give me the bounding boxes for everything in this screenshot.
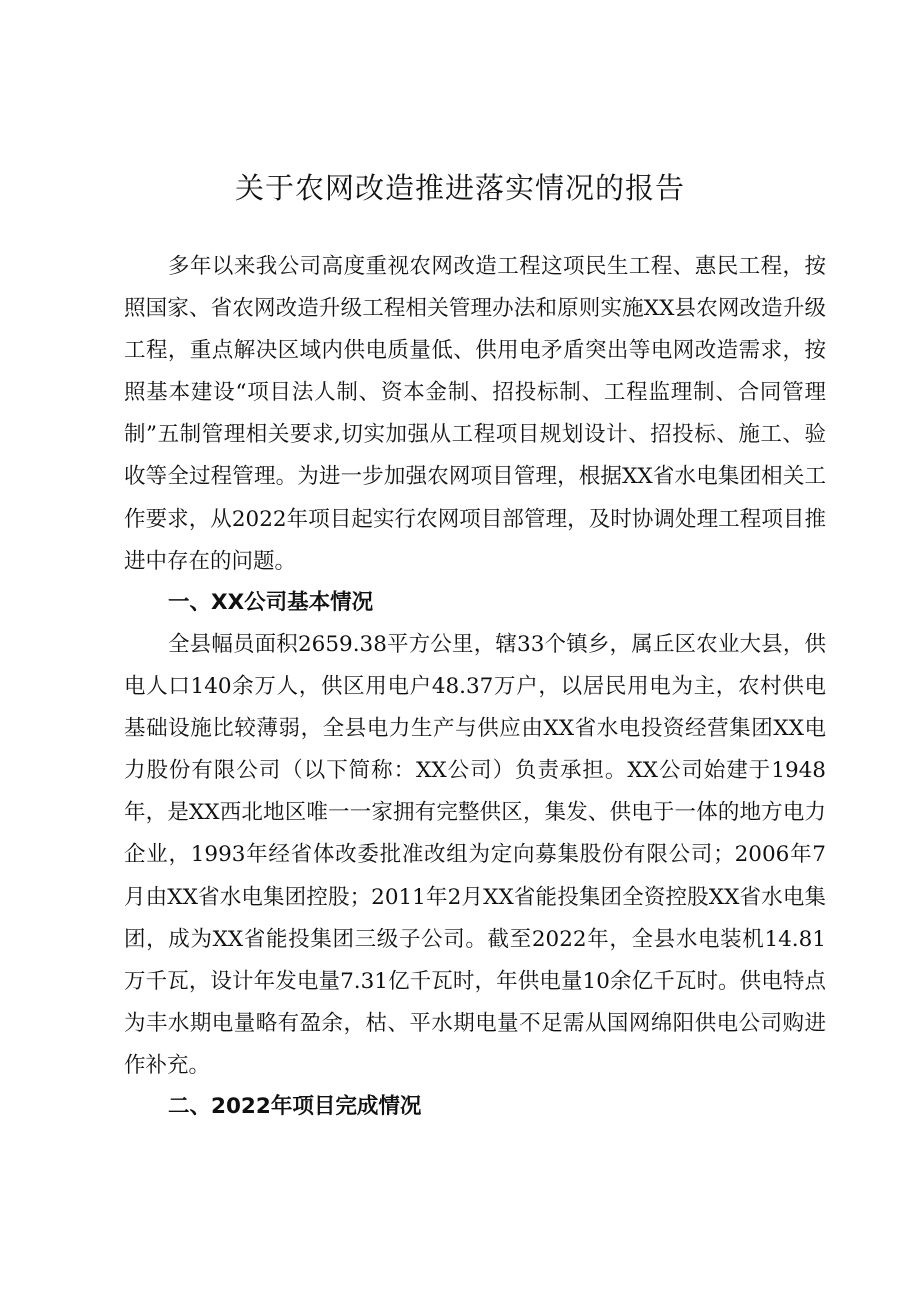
section-heading-project-completion: 二、2022年项目完成情况 [168, 1094, 422, 1119]
section-paragraph-company-overview: 全县幅员面积2659.38平方公里，辖33个镇乡，属丘区农业大县，供电人口140余万人，供区用电户48.37万户，以居民用电为主，农村供电基础设施比较薄弱，全县电力生产与供应由XX省水电投资经营集团XX电力股份有限公司（以下简称：XX公司）负责承担。XX公司始建于1948年，是XX西北地区唯一一家拥有完整供区，集发、供电于一体的地方电力企业，1993年经省体改委批准改组为定向募集股份有限公司；2006年7月由XX省水电集团控股；2011年2月XX省能投集团全资控股XX省水电集团，成为XX省能投集团三级子公司。截至2022年，全县水电装机14.81万千瓦，设计年发电量7.31亿千瓦时，年供电量10余亿千瓦时。供电特点为丰水期电量略有盈余，枯、平水期电量不足需从国网绵阳供电公司购进作补充。 [124, 632, 826, 1078]
section-heading-company-overview: 一、XX公司基本情况 [168, 590, 374, 615]
intro-paragraph: 多年以来我公司高度重视农网改造工程这项民生工程、惠民工程，按照国家、省农网改造升级工程相关管理办法和原则实施XX县农网改造升级工程，重点解决区域内供电质量低、供用电矛盾突出等电网改造需求，按照基本建设“项目法人制、资本金制、招投标制、工程监理制、合同管理制”五制管理相关要求,切实加强从工程项目规划设计、招投标、施工、验收等全过程管理。为进一步加强农网项目管理，根据XX省水电集团相关工作要求，从2022年项目起实行农网项目部管理，及时协调处理工程项目推进中存在的问题。 [124, 254, 826, 574]
document-title: 关于农网改造推进落实情况的报告 [234, 171, 685, 205]
